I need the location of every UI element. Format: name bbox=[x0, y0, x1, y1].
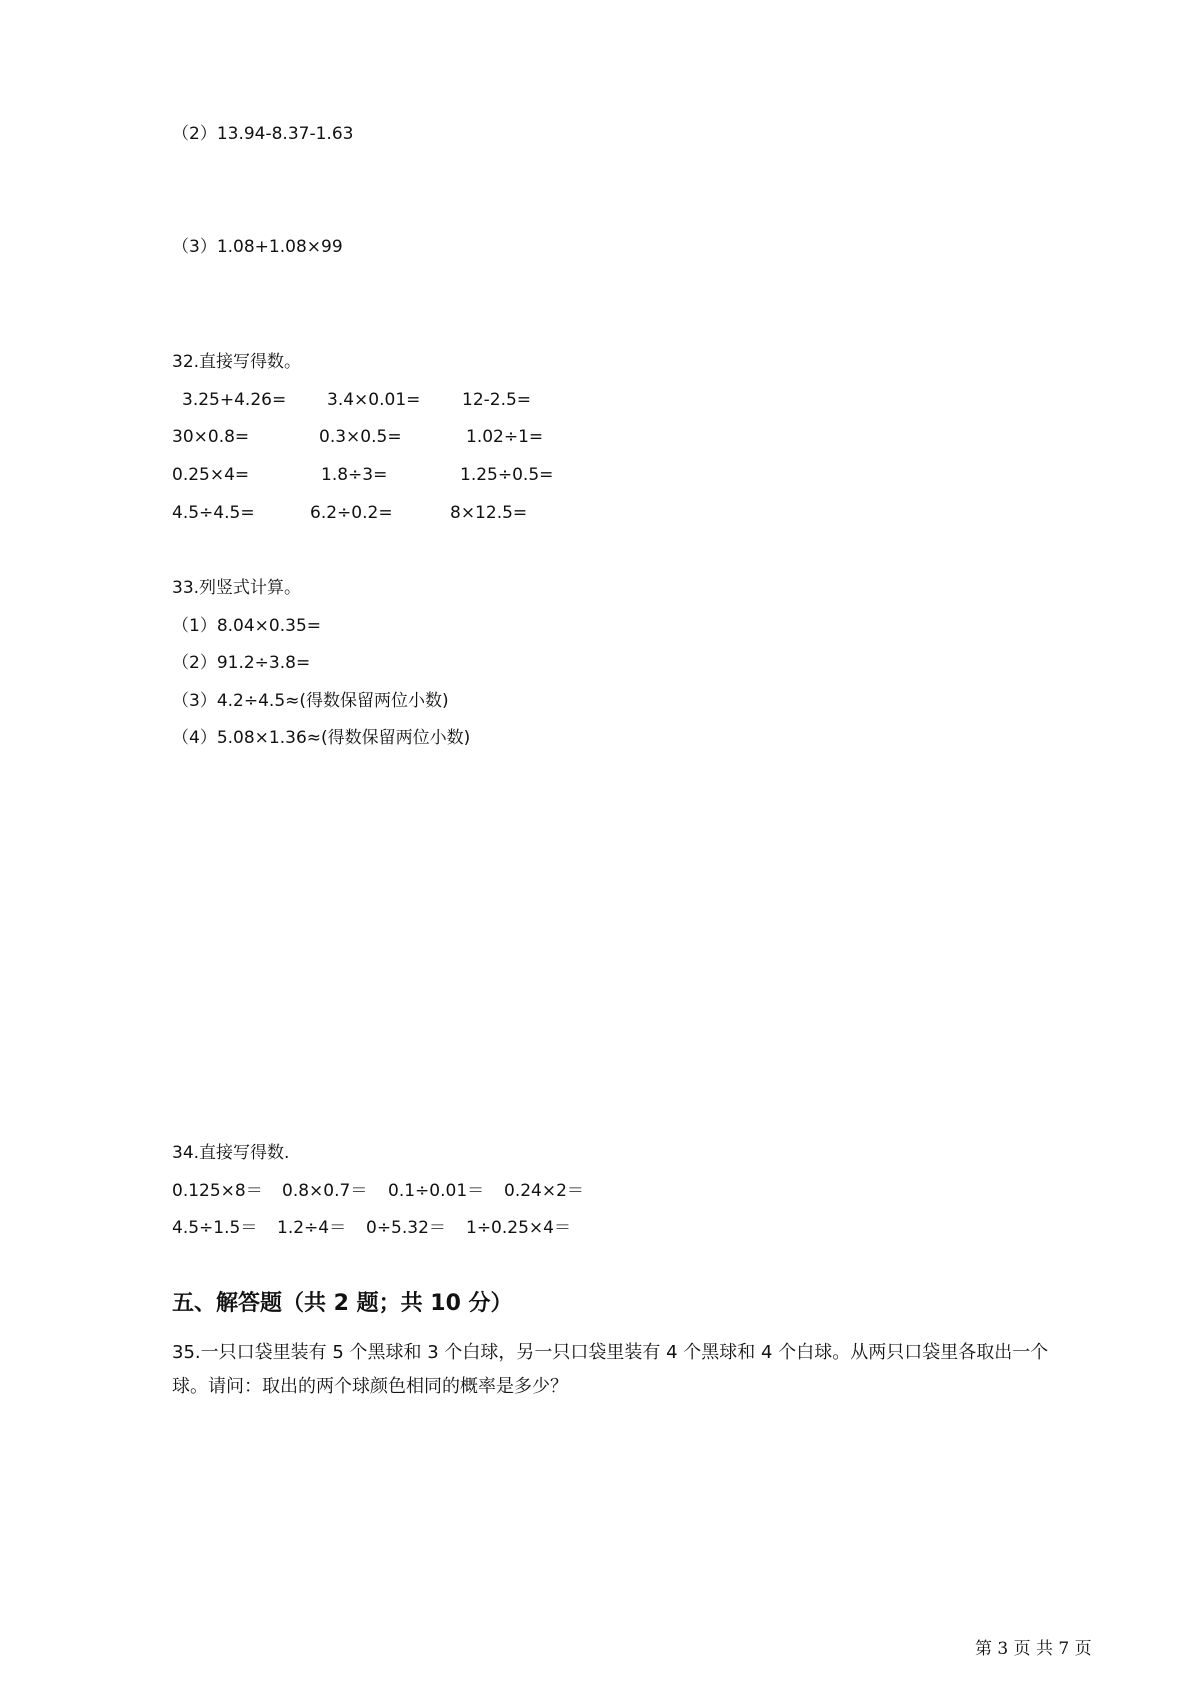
q33-item: （4）5.08×1.36≈(得数保留两位小数) bbox=[172, 728, 471, 748]
q32-row-3 bbox=[0, 464, 1191, 486]
q32-expression: 0.3×0.5= bbox=[319, 427, 402, 447]
q32-title: 32.直接写得数。 bbox=[172, 352, 302, 372]
q35-text: 35.一只口袋里装有 5 个黑球和 3 个白球，另一只口袋里装有 4 个黑球和 4 个白球。从两只口袋里各取出一个球。请问：取出的两个球颜色相同的概率是多少？ bbox=[172, 1342, 1049, 1397]
q34-expression: 0÷5.32＝ bbox=[366, 1218, 446, 1238]
q32-row-4 bbox=[0, 502, 1191, 524]
q32-expression: 8×12.5= bbox=[450, 503, 528, 523]
q32-row-1 bbox=[0, 389, 1191, 411]
q34-expression: 0.8×0.7＝ bbox=[282, 1181, 368, 1201]
q32-expression: 4.5÷4.5= bbox=[172, 503, 255, 523]
q32-expression: 3.4×0.01= bbox=[327, 390, 421, 410]
q34-expression: 0.1÷0.01＝ bbox=[388, 1181, 485, 1201]
q31-item-2: （2）13.94-8.37-1.63 bbox=[172, 124, 354, 144]
q34-expression: 0.125×8＝ bbox=[172, 1181, 263, 1201]
q31-item-3: （3）1.08+1.08×99 bbox=[172, 237, 343, 257]
q33-title: 33.列竖式计算。 bbox=[172, 578, 302, 598]
q34-expression: 0.24×2＝ bbox=[504, 1181, 584, 1201]
q33-item: （2）91.2÷3.8= bbox=[172, 653, 311, 673]
q33-item: （1）8.04×0.35= bbox=[172, 616, 322, 636]
q32-expression: 30×0.8= bbox=[172, 427, 250, 447]
q34-row-1 bbox=[0, 1180, 1191, 1202]
q34-row-2 bbox=[0, 1217, 1191, 1239]
q32-expression: 6.2÷0.2= bbox=[310, 503, 393, 523]
q32-expression: 3.25+4.26= bbox=[182, 390, 287, 410]
page-number: 第 3 页 共 7 页 bbox=[975, 1639, 1092, 1659]
q32-expression: 1.02÷1= bbox=[466, 427, 544, 447]
q32-expression: 0.25×4= bbox=[172, 465, 250, 485]
q32-expression: 12-2.5= bbox=[462, 390, 532, 410]
q32-expression: 1.8÷3= bbox=[321, 465, 388, 485]
section-5-heading: 五、解答题（共 2 题；共 10 分） bbox=[172, 1291, 513, 1316]
q34-expression: 4.5÷1.5＝ bbox=[172, 1218, 258, 1238]
q34-expression: 1.2÷4＝ bbox=[277, 1218, 347, 1238]
q34-expression: 1÷0.25×4＝ bbox=[466, 1218, 571, 1238]
q34-title: 34.直接写得数. bbox=[172, 1143, 290, 1163]
q32-expression: 1.25÷0.5= bbox=[460, 465, 554, 485]
q33-item: （3）4.2÷4.5≈(得数保留两位小数) bbox=[172, 691, 449, 711]
q32-row-2 bbox=[0, 426, 1191, 448]
